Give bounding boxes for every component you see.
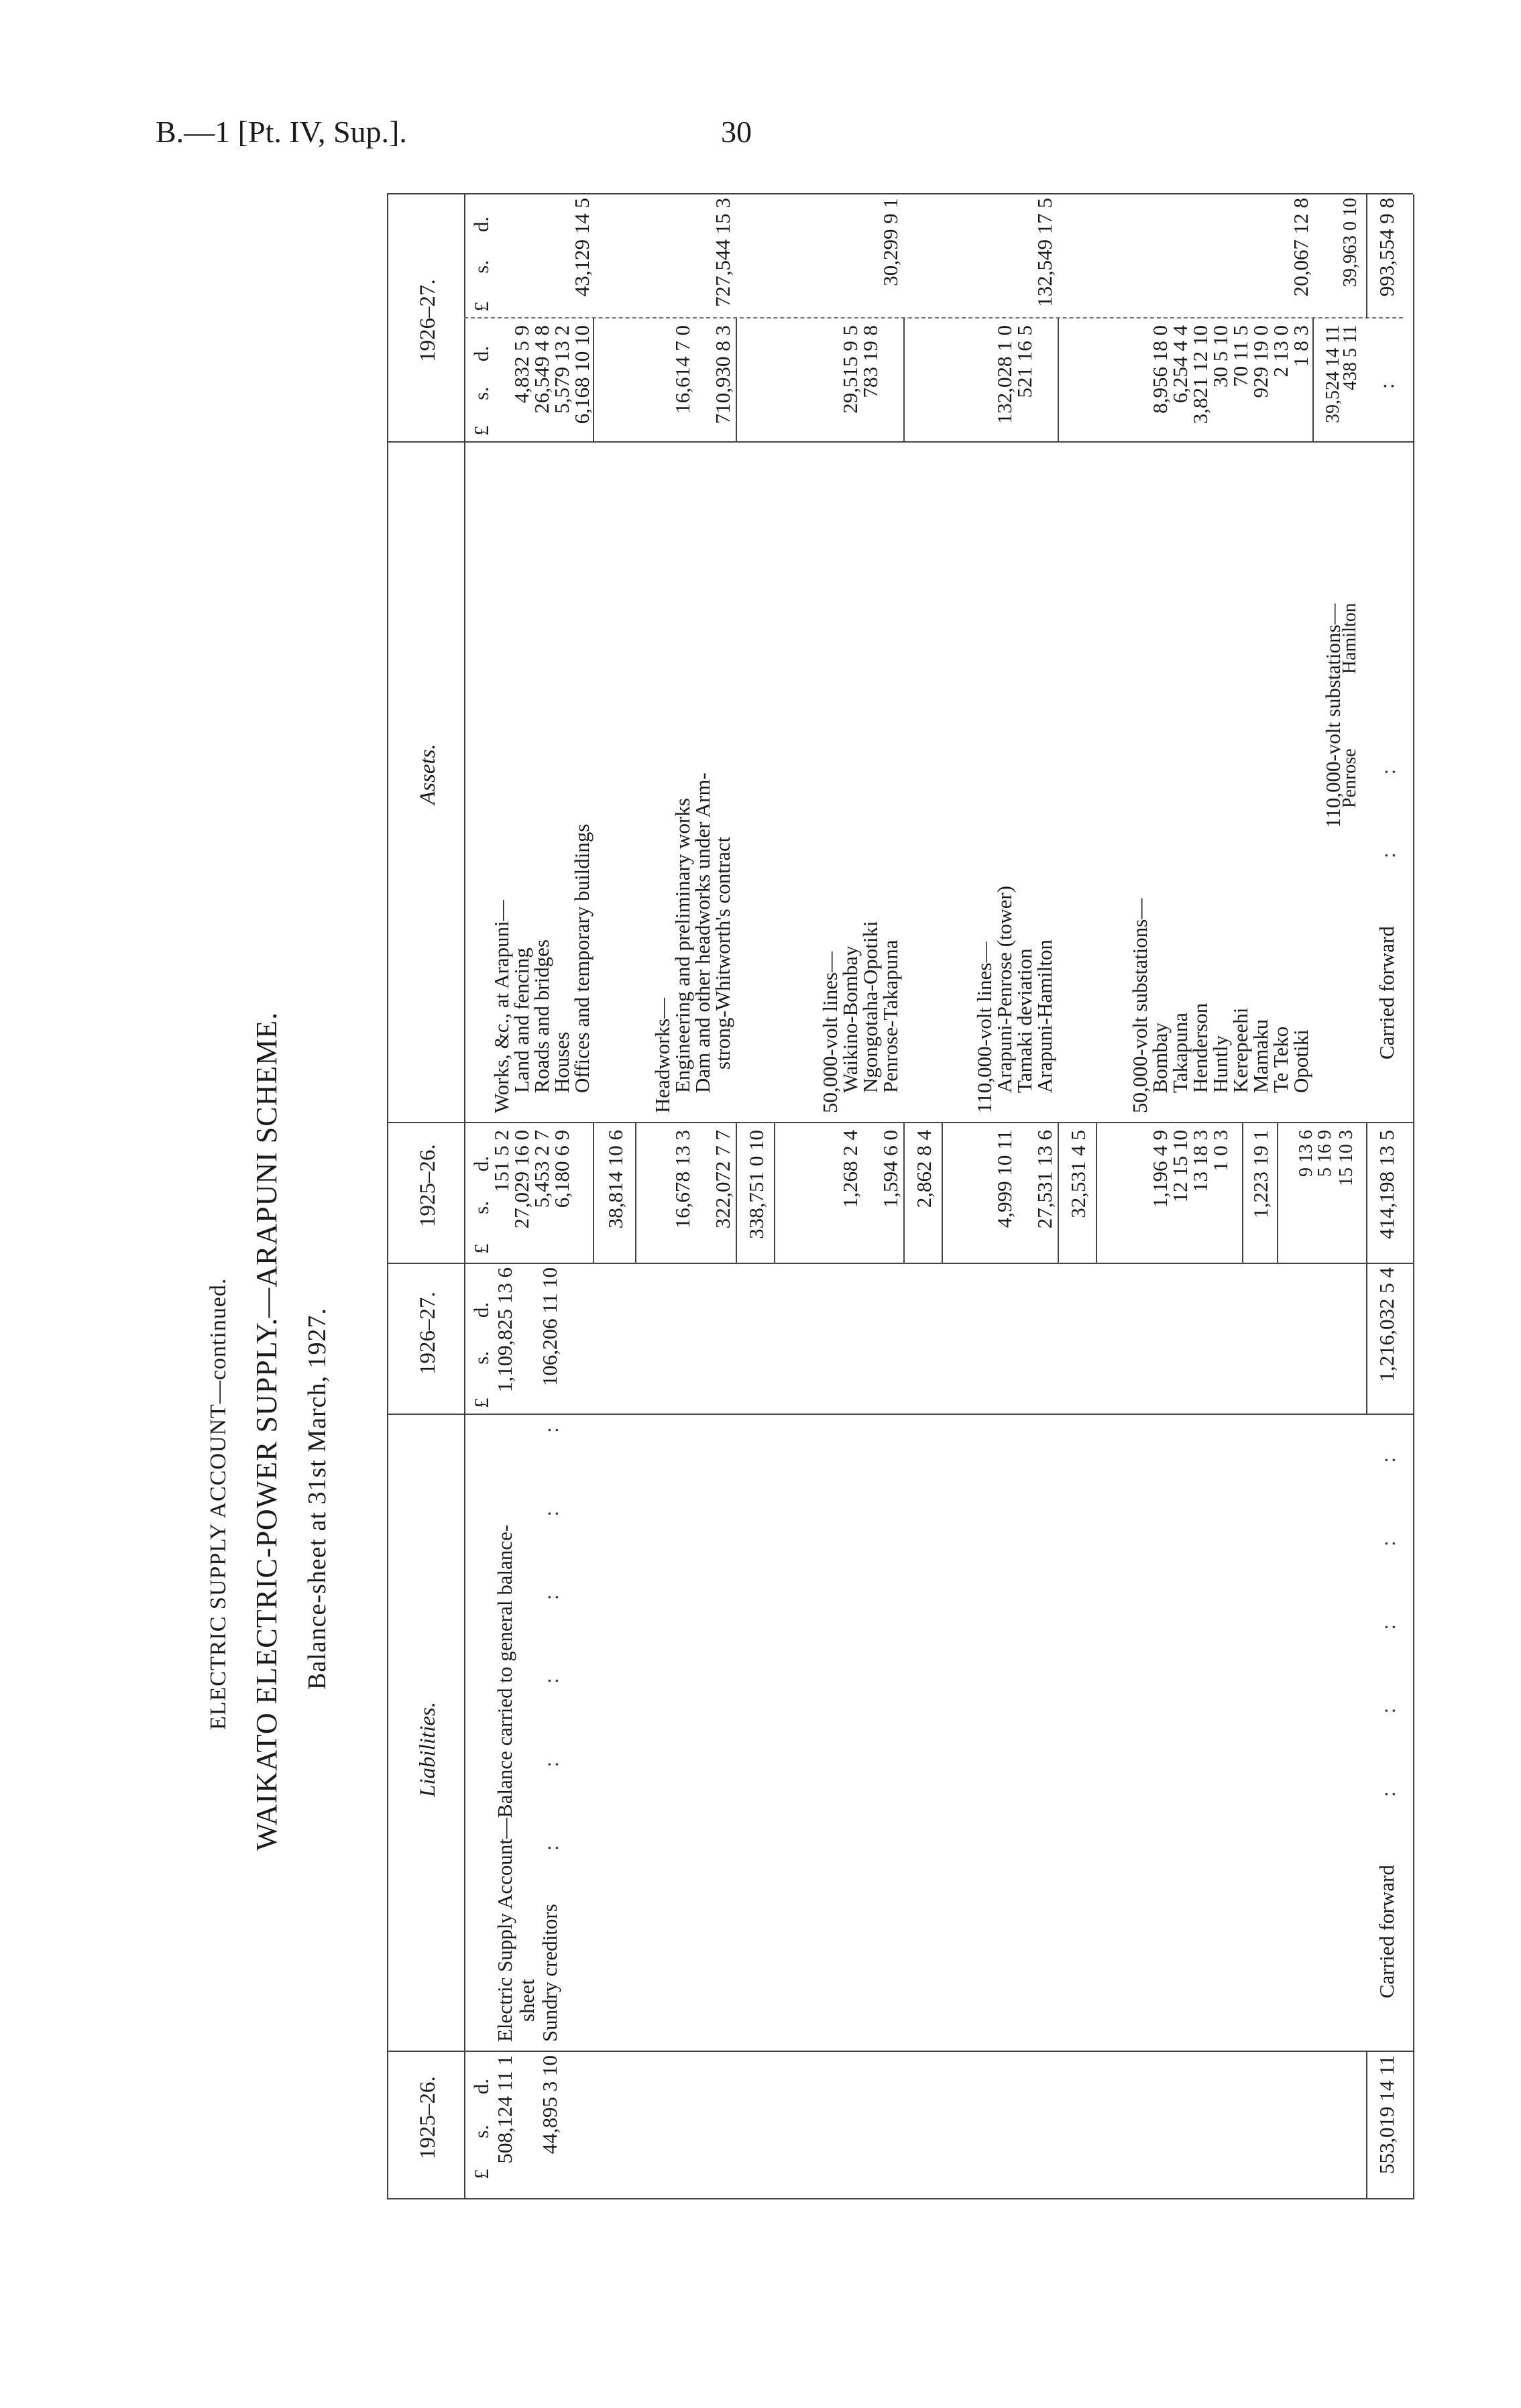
- asset-cf-prev: 414,198 13 5: [1375, 1130, 1398, 1239]
- asset-g6-prev-1: 5 16 9: [1314, 1130, 1335, 1177]
- asset-g5-item-1: Takapuna: [1168, 1012, 1192, 1093]
- asset-g1-prev-2: 5,453 2 7: [530, 1130, 553, 1208]
- rule-v1: [387, 2051, 1413, 2052]
- asset-g1-total: 43,129 14 5: [570, 198, 594, 297]
- asset-g2-prev-total: 338,751 0 10: [744, 1130, 768, 1239]
- liab-prev-2: 44,895 3 10: [538, 2055, 561, 2155]
- asset-cf-dots: :: [1375, 383, 1398, 389]
- asset-g4-prev-0: 4,999 10 11: [993, 1130, 1016, 1228]
- balance-sheet-table: ELECTRIC SUPPLY ACCOUNT—continued. WAIKATO ELECTRIC-POWER SUPPLY.—ARAPUNI SCHEME. Balance-sheet at 31st March, 1927. 1925–26. Liabilities. 1926–27. 1925–26. Assets. 1926–27. £ s. d. £ s. d. £ s. d. £ s. d. £ s. d. 508,124 11 1 44,895 3 10 Electric Supply Account—Balance carried to general balance- sheet Sundry creditors : : : : : : 1,109,825 13 6 106,206 11 10 553,019 14 11 Carried forward : : : : : 1,216,032 5 4 Works, &c., at Arapuni— Land and fencing Roads and bridges Houses Offices and temporary buildings 151 5 2 27,029 16 0 5,453 2 7 6,180 6 9 4,832 5 9 26,549 4 8 5,579 13 2 6,168 10 10 38,814 10 6 43,129 14 5 Headworks— Engineering and preliminary works Dam and other headworks under Arm- strong-Whitworth's contract 16,678 13 3 322,072 7 7 16,614 7 0 710,930 8 3 338,751 0 10 727,544 15 3 50,000-volt lines— Waikino-Bombay Ngongotaha-Opotiki Penrose-Takapuna 1,268 2 4 1,594 6 0 29,515 9 5 783 19 8 2,862 8 4 30,299 9 1 110,000-volt lines— Arapuni-Penrose (tower) Tamaki deviation Arapuni-Hamilton 4,999 10 11 27,531 13 6 132,028 1 0 521 16 5 32,531 4 5 132,549 17 5 50,000-volt substations— Bombay Takapuna Henderson Huntly Kerepeehi Mamaku Te Teko Opotiki 1,196 4 9 12 15 10 13 18 3 1 0 3 8,956 18 0 6,254 4 4 3,821 12 10 30 5 10 70 11 5 929 19 0 2 13 0 1 8 3 1,223 19 1 20,067 12 8 110,000-volt substations— Penrose Hamilton 9 13 6 5 16 9 15 10 3 39,524 14 11 438 5 11 39,963 0 10 414,198 13 5 Carried forward : : : 993,554 9 8: [196, 188, 1416, 2199]
- asset-g4-head: 110,000-volt lines—: [972, 941, 996, 1113]
- asset-g5-cur-0: 8,956 18 0: [1148, 325, 1172, 414]
- asset-g3-prev-1: 1,594 6 0: [879, 1130, 902, 1208]
- asset-g2-item-0: Engineering and preliminary works: [671, 798, 694, 1093]
- header-1926-27-left: 1926–27.: [416, 1292, 440, 1375]
- asset-g1-prev-total: 38,814 10 6: [604, 1130, 627, 1229]
- asset-cf-label: Carried forward: [1375, 926, 1398, 1059]
- header-1925-26-right: 1925–26.: [416, 1144, 440, 1227]
- asset-g5-prev-1: 12 15 10: [1168, 1130, 1192, 1203]
- asset-g2-item-2: strong-Whitworth's contract: [711, 836, 734, 1070]
- asset-g4-prev-1: 27,531 13 6: [1033, 1130, 1056, 1229]
- title-scheme: WAIKATO ELECTRIC-POWER SUPPLY.—ARAPUNI SCHEME.: [250, 1011, 283, 1851]
- liab-prev-1: 508,124 11 1: [493, 2055, 516, 2164]
- asset-g4-item-1: Tamaki deviation: [1013, 948, 1036, 1093]
- asset-g2-head: Headworks—: [651, 997, 674, 1113]
- asset-g1-cur-1: 26,549 4 8: [530, 325, 553, 414]
- lsd-col-e: £ s. d.: [469, 216, 493, 312]
- asset-g3-item-0: Waikino-Bombay: [838, 945, 862, 1093]
- asset-g5-cur-5: 929 19 0: [1249, 325, 1272, 398]
- asset-g3-cur-0: 29,515 9 5: [838, 325, 862, 414]
- asset-g3-prev-total: 2,862 8 4: [912, 1130, 936, 1208]
- lsd-col-b: £ s. d.: [469, 1302, 493, 1408]
- asset-g2-cur-0: 16,614 7 0: [671, 325, 694, 414]
- asset-g5-cur-6: 2 13 0: [1269, 325, 1292, 378]
- liab-cur-2: 106,206 11 10: [538, 1267, 561, 1387]
- asset-g5-prev-3: 1 0 3: [1208, 1130, 1232, 1171]
- asset-g5-cur-4: 70 11 5: [1229, 325, 1252, 387]
- asset-g6-prev-total: 15 10 3: [1336, 1130, 1357, 1186]
- asset-g5-item-0: Bombay: [1148, 1022, 1172, 1093]
- top-rule: [387, 194, 388, 2199]
- asset-g5-item-7: Opotiki: [1289, 1029, 1312, 1093]
- asset-g3-item-1: Ngongotaha-Opotiki: [858, 921, 882, 1093]
- header-liabilities: Liabilities.: [416, 1701, 440, 1797]
- asset-g2-prev-1: 322,072 7 7: [711, 1130, 734, 1229]
- asset-g2-prev-0: 16,678 13 3: [671, 1130, 694, 1229]
- liab-label-1: Electric Supply Account—Balance carried to general balance-: [493, 1524, 516, 2042]
- asset-g1-prev-1: 27,029 16 0: [510, 1130, 533, 1229]
- asset-g2-item-1: Dam and other headworks under Arm-: [691, 772, 714, 1093]
- page-reference: B.—1 [Pt. IV, Sup.].: [156, 115, 407, 149]
- rule-v3: [387, 1263, 1413, 1264]
- asset-g5-item-5: Mamaku: [1249, 1019, 1272, 1093]
- header-1926-27-right: 1926–27.: [416, 279, 440, 362]
- header-assets: Assets.: [416, 744, 440, 805]
- lsd-col-c: £ s. d.: [469, 1155, 493, 1254]
- asset-g1-item-2: Houses: [550, 1031, 573, 1093]
- rule-v6: [387, 193, 1413, 194]
- asset-g5-item-3: Huntly: [1208, 1035, 1232, 1093]
- asset-g4-cur-1: 521 16 5: [1013, 325, 1036, 398]
- lsd-col-a: £ s. d.: [469, 2078, 493, 2179]
- liab-label-1b: sheet: [515, 1979, 539, 2022]
- asset-g3-total: 30,299 9 1: [879, 198, 902, 286]
- liab-cf-label: Carried forward: [1375, 1865, 1398, 1998]
- asset-g4-item-0: Arapuni-Penrose (tower): [993, 885, 1016, 1093]
- asset-g5-head: 50,000-volt substations—: [1128, 898, 1151, 1113]
- bottom-rule: [1413, 194, 1414, 2199]
- asset-g1-cur-2: 5,579 13 2: [550, 325, 573, 414]
- asset-g2-total: 727,544 15 3: [711, 198, 734, 307]
- asset-g6-item-0: Penrose: [1339, 748, 1360, 808]
- asset-g6-head: 110,000-volt substations—: [1321, 604, 1345, 828]
- asset-g5-prev-total: 1,223 19 1: [1249, 1130, 1272, 1218]
- asset-g2-cur-1: 710,930 8 3: [711, 325, 734, 424]
- liab-cf-cur: 1,216,032 5 4: [1375, 1267, 1398, 1382]
- asset-g5-cur-7: 1 8 3: [1289, 325, 1312, 367]
- asset-g6-cur-0: 39,524 14 11: [1322, 325, 1343, 423]
- asset-g5-cur-1: 6,254 4 4: [1168, 325, 1192, 404]
- asset-g4-cur-0: 132,028 1 0: [993, 325, 1016, 424]
- liab-label-2: Sundry creditors: [538, 1904, 561, 2042]
- lsd-col-d: £ s. d.: [469, 345, 493, 436]
- asset-cf-total: 993,554 9 8: [1375, 198, 1398, 297]
- title-balance-sheet: Balance-sheet at 31st March, 1927.: [303, 1307, 331, 1690]
- asset-g3-head: 50,000-volt lines—: [818, 951, 842, 1113]
- title-account: ELECTRIC SUPPLY ACCOUNT—continued.: [206, 1277, 231, 1730]
- liab-cf-prev: 553,019 14 11: [1375, 2055, 1398, 2175]
- asset-g5-cur-3: 30 5 10: [1208, 325, 1232, 388]
- asset-g1-item-0: Land and fencing: [510, 948, 533, 1093]
- asset-g6-total: 39,963 0 10: [1340, 198, 1361, 287]
- asset-g5-item-6: Te Teko: [1269, 1026, 1292, 1093]
- asset-g4-item-2: Arapuni-Hamilton: [1033, 939, 1056, 1093]
- rule-v4: [387, 1122, 1413, 1123]
- rule-v2: [387, 1414, 1413, 1415]
- asset-g5-cur-2: 3,821 12 10: [1188, 325, 1212, 424]
- rule-v5: [387, 441, 1413, 443]
- asset-g4-total: 132,549 17 5: [1033, 198, 1056, 307]
- asset-g5-item-4: Kerepeehi: [1229, 1007, 1252, 1093]
- rule-dashed: [464, 317, 1403, 319]
- asset-g1-item-1: Roads and bridges: [530, 939, 553, 1093]
- asset-g1-prev-3: 6,180 6 9: [550, 1130, 573, 1208]
- asset-g6-prev-0: 9 13 6: [1296, 1130, 1316, 1177]
- asset-g1-prev-0: 151 5 2: [490, 1130, 513, 1192]
- rule-v0: [387, 2198, 1413, 2199]
- header-1925-26-left: 1925–26.: [416, 2076, 440, 2159]
- asset-g1-cur-0: 4,832 5 9: [510, 325, 533, 404]
- asset-g3-item-2: Penrose-Takapuna: [879, 939, 902, 1093]
- asset-g1-item-3: Offices and temporary buildings: [570, 823, 594, 1093]
- asset-g3-prev-0: 1,268 2 4: [838, 1130, 862, 1208]
- asset-g5-prev-2: 13 18 3: [1188, 1130, 1212, 1192]
- asset-g4-prev-total: 32,531 4 5: [1066, 1130, 1090, 1218]
- page-number: 30: [721, 115, 752, 149]
- asset-g1-head: Works, &c., at Arapuni—: [490, 900, 513, 1113]
- asset-g5-item-2: Henderson: [1188, 1002, 1212, 1093]
- asset-g6-cur-1: 438 5 11: [1340, 325, 1361, 390]
- header-rule: [464, 194, 465, 2199]
- asset-g5-total: 20,067 12 8: [1289, 198, 1312, 297]
- asset-g5-prev-0: 1,196 4 9: [1148, 1130, 1172, 1208]
- asset-g6-item-1: Hamilton: [1339, 603, 1360, 674]
- asset-g1-cur-3: 6,168 10 10: [570, 325, 594, 424]
- liab-cur-1: 1,109,825 13 6: [493, 1267, 516, 1392]
- asset-g3-cur-1: 783 19 8: [858, 325, 882, 398]
